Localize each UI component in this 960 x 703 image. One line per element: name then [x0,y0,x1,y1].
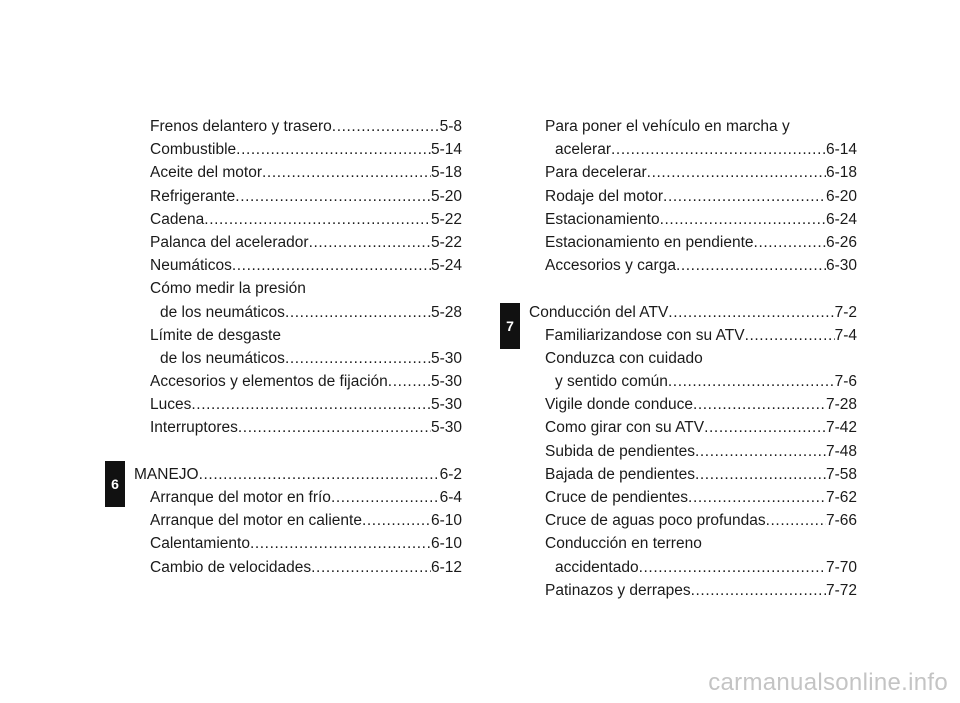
toc-section-title: Conducción del ATV [529,303,669,321]
toc-leader-dots [745,324,835,347]
toc-entry-page: 5-28 [430,303,462,321]
toc-entry-title: de los neumáticos [160,349,285,367]
toc-entry[interactable] [134,556,462,579]
toc-entry-title: Estacionamiento [545,210,660,228]
toc-entry[interactable] [134,254,462,277]
toc-entry[interactable] [529,254,857,277]
toc-entry-heading [529,115,857,138]
toc-leader-dots [766,509,826,532]
toc-leader-dots [199,463,440,486]
toc-entry[interactable] [529,579,857,602]
toc-entry-page: 6-30 [825,257,857,275]
toc-left-column [134,115,462,579]
toc-leader-dots [688,486,826,509]
toc-leader-dots [668,301,834,324]
toc-leader-dots [250,532,431,555]
toc-entry-heading [134,324,462,347]
toc-leader-dots [191,393,431,416]
toc-leader-dots [647,161,826,184]
toc-entry-title: Cruce de pendientes [545,489,689,506]
toc-entry-title: Neumáticos [150,257,232,275]
toc-entry-page: 6-24 [825,210,857,228]
toc-entry-page: 6-20 [825,187,857,205]
toc-entry[interactable] [134,486,462,509]
toc-entry-page: 6-26 [825,233,857,251]
toc-entry[interactable] [529,370,857,393]
toc-entry[interactable] [529,440,857,463]
toc-leader-dots [691,579,826,602]
toc-entry-title: Cómo medir la presión [150,280,306,298]
toc-entry-page: 7-48 [825,442,857,460]
watermark-text: carmanualsonline.info [708,669,948,696]
toc-leader-dots [611,138,826,161]
toc-leader-dots [660,208,826,231]
toc-entry[interactable] [529,324,857,347]
toc-entry-title: Refrigerante [150,187,236,205]
toc-entry[interactable] [529,463,857,486]
toc-leader-dots [331,486,440,509]
toc-entry-page: 7-28 [825,396,857,414]
toc-entry-page: 7-72 [825,581,857,599]
toc-entry-title: accidentado [555,558,639,576]
toc-entry[interactable] [134,231,462,254]
toc-entry[interactable] [134,370,462,393]
chapter-tab-6[interactable]: 6 [105,461,125,507]
toc-entry-title: y sentido común [555,373,668,391]
toc-entry-title: Bajada de pendientes [545,465,695,483]
toc-entry-page: 6-18 [825,164,857,182]
toc-entry-title: Vigile donde conduce [545,396,693,414]
toc-leader-dots [676,254,826,277]
toc-entry-title: Palanca del acelerador [150,233,309,251]
toc-entry[interactable] [134,532,462,555]
toc-entry-page: 7-66 [825,512,857,530]
toc-entry[interactable] [134,115,462,138]
toc-section-conduccion[interactable] [529,301,857,324]
toc-entry[interactable] [134,347,462,370]
toc-section-manejo[interactable] [134,463,462,486]
toc-leader-dots [285,347,431,370]
toc-entry[interactable] [134,208,462,231]
toc-entry-heading [529,532,857,555]
toc-entry[interactable] [529,393,857,416]
toc-entry-title: Conducción en terreno [545,535,702,553]
toc-entry-title: Luces [150,396,192,414]
toc-entry[interactable] [529,486,857,509]
toc-leader-dots [754,231,826,254]
toc-entry-page: 5-24 [430,257,462,275]
toc-leader-dots [388,370,431,393]
toc-entry[interactable] [529,138,857,161]
toc-leader-dots [232,254,431,277]
toc-entry-page: 7-62 [825,489,857,506]
toc-leader-dots [668,370,835,393]
toc-leader-dots [238,416,431,439]
toc-entry[interactable] [529,509,857,532]
toc-entry-heading [134,277,462,300]
toc-entry-page: 7-58 [825,465,857,483]
toc-entry-page: 5-30 [430,396,462,414]
toc-entry-title: Arranque del motor en caliente [150,512,362,530]
toc-entry-title: Interruptores [150,419,238,437]
toc-leader-dots [204,208,431,231]
toc-entry-page: 7-42 [825,419,857,437]
toc-entry-page: 7-6 [834,373,857,391]
toc-entry-page: 5-22 [430,233,462,251]
toc-entry-page: 5-22 [430,210,462,228]
toc-entry-title: Cambio de velocidades [150,558,312,576]
toc-entry-page: 6-14 [825,141,857,159]
toc-entry-page: 5-18 [430,164,462,182]
toc-entry-title: Cruce de aguas poco profundas [545,512,766,530]
toc-entry-title: Accesorios y carga [545,257,676,275]
section-gap [134,440,462,463]
toc-entry-page: 6-12 [430,558,462,576]
toc-entry-title: Rodaje del motor [545,187,664,205]
toc-entry-title: acelerar [555,141,611,159]
toc-leader-dots [262,161,431,184]
toc-entry[interactable] [134,509,462,532]
toc-entry[interactable] [529,161,857,184]
toc-entry-page: 5-30 [430,349,462,367]
toc-entry-title: Para decelerar [545,164,647,182]
toc-entry-title: Estacionamiento en pendiente [545,233,754,251]
toc-entry-title: Como girar con su ATV [545,419,705,437]
toc-entry-page: 5-30 [430,419,462,437]
toc-entry[interactable] [529,556,857,579]
toc-leader-dots [693,393,826,416]
toc-entry[interactable] [134,301,462,324]
toc-entry-page: 7-4 [834,326,857,344]
toc-leader-dots [285,301,431,324]
toc-entry-page: 6-10 [430,512,462,530]
toc-entry[interactable] [529,208,857,231]
toc-entry[interactable] [134,161,462,184]
toc-right-column [529,115,857,602]
toc-leader-dots [332,115,440,138]
toc-entry-title: Combustible [150,141,237,159]
toc-leader-dots [639,556,826,579]
toc-entry[interactable] [134,185,462,208]
toc-entry-title: Subida de pendientes [545,442,695,460]
toc-section-title: MANEJO [134,465,199,483]
toc-leader-dots [695,440,826,463]
toc-entry-title: Conduzca con cuidado [545,349,703,367]
toc-leader-dots [663,185,826,208]
toc-entry-page: 7-70 [825,558,857,576]
toc-leader-dots [311,556,431,579]
toc-entry-title: Límite de desgaste [150,326,281,344]
toc-entry-page: 5-30 [430,373,462,391]
toc-leader-dots [235,185,431,208]
toc-entry-page: 5-14 [430,141,462,159]
toc-entry-title: Aceite del motor [150,164,262,182]
toc-entry[interactable] [529,231,857,254]
toc-entry-title: Accesorios y elementos de fijación [150,373,388,391]
toc-entry-page: 6-4 [439,489,462,506]
toc-entry-page: 5-8 [439,118,462,135]
toc-entry-title: Patinazos y derrapes [545,581,691,599]
toc-leader-dots [309,231,431,254]
toc-section-page: 6-2 [439,465,462,483]
toc-entry-title: de los neumáticos [160,303,285,321]
toc-entry-title: Cadena [150,210,205,228]
toc-entry-title: Calentamiento [150,535,250,553]
toc-leader-dots [236,138,431,161]
toc-entry[interactable] [529,185,857,208]
toc-entry-title: Arranque del motor en frío [150,489,331,506]
toc-leader-dots [695,463,826,486]
section-gap [529,277,857,300]
toc-leader-dots [362,509,431,532]
chapter-tab-7[interactable]: 7 [500,303,520,349]
toc-entry-title: Frenos delantero y trasero [150,118,332,135]
toc-leader-dots [704,416,826,439]
toc-entry-title: Para poner el vehículo en marcha y [545,118,790,135]
toc-entry-heading [529,347,857,370]
toc-section-page: 7-2 [834,303,857,321]
toc-entry-page: 6-10 [430,535,462,553]
toc-entry[interactable] [134,416,462,439]
toc-entry[interactable] [529,416,857,439]
toc-entry-page: 5-20 [430,187,462,205]
toc-entry[interactable] [134,393,462,416]
toc-entry-title: Familiarizandose con su ATV [545,326,745,344]
toc-entry[interactable] [134,138,462,161]
